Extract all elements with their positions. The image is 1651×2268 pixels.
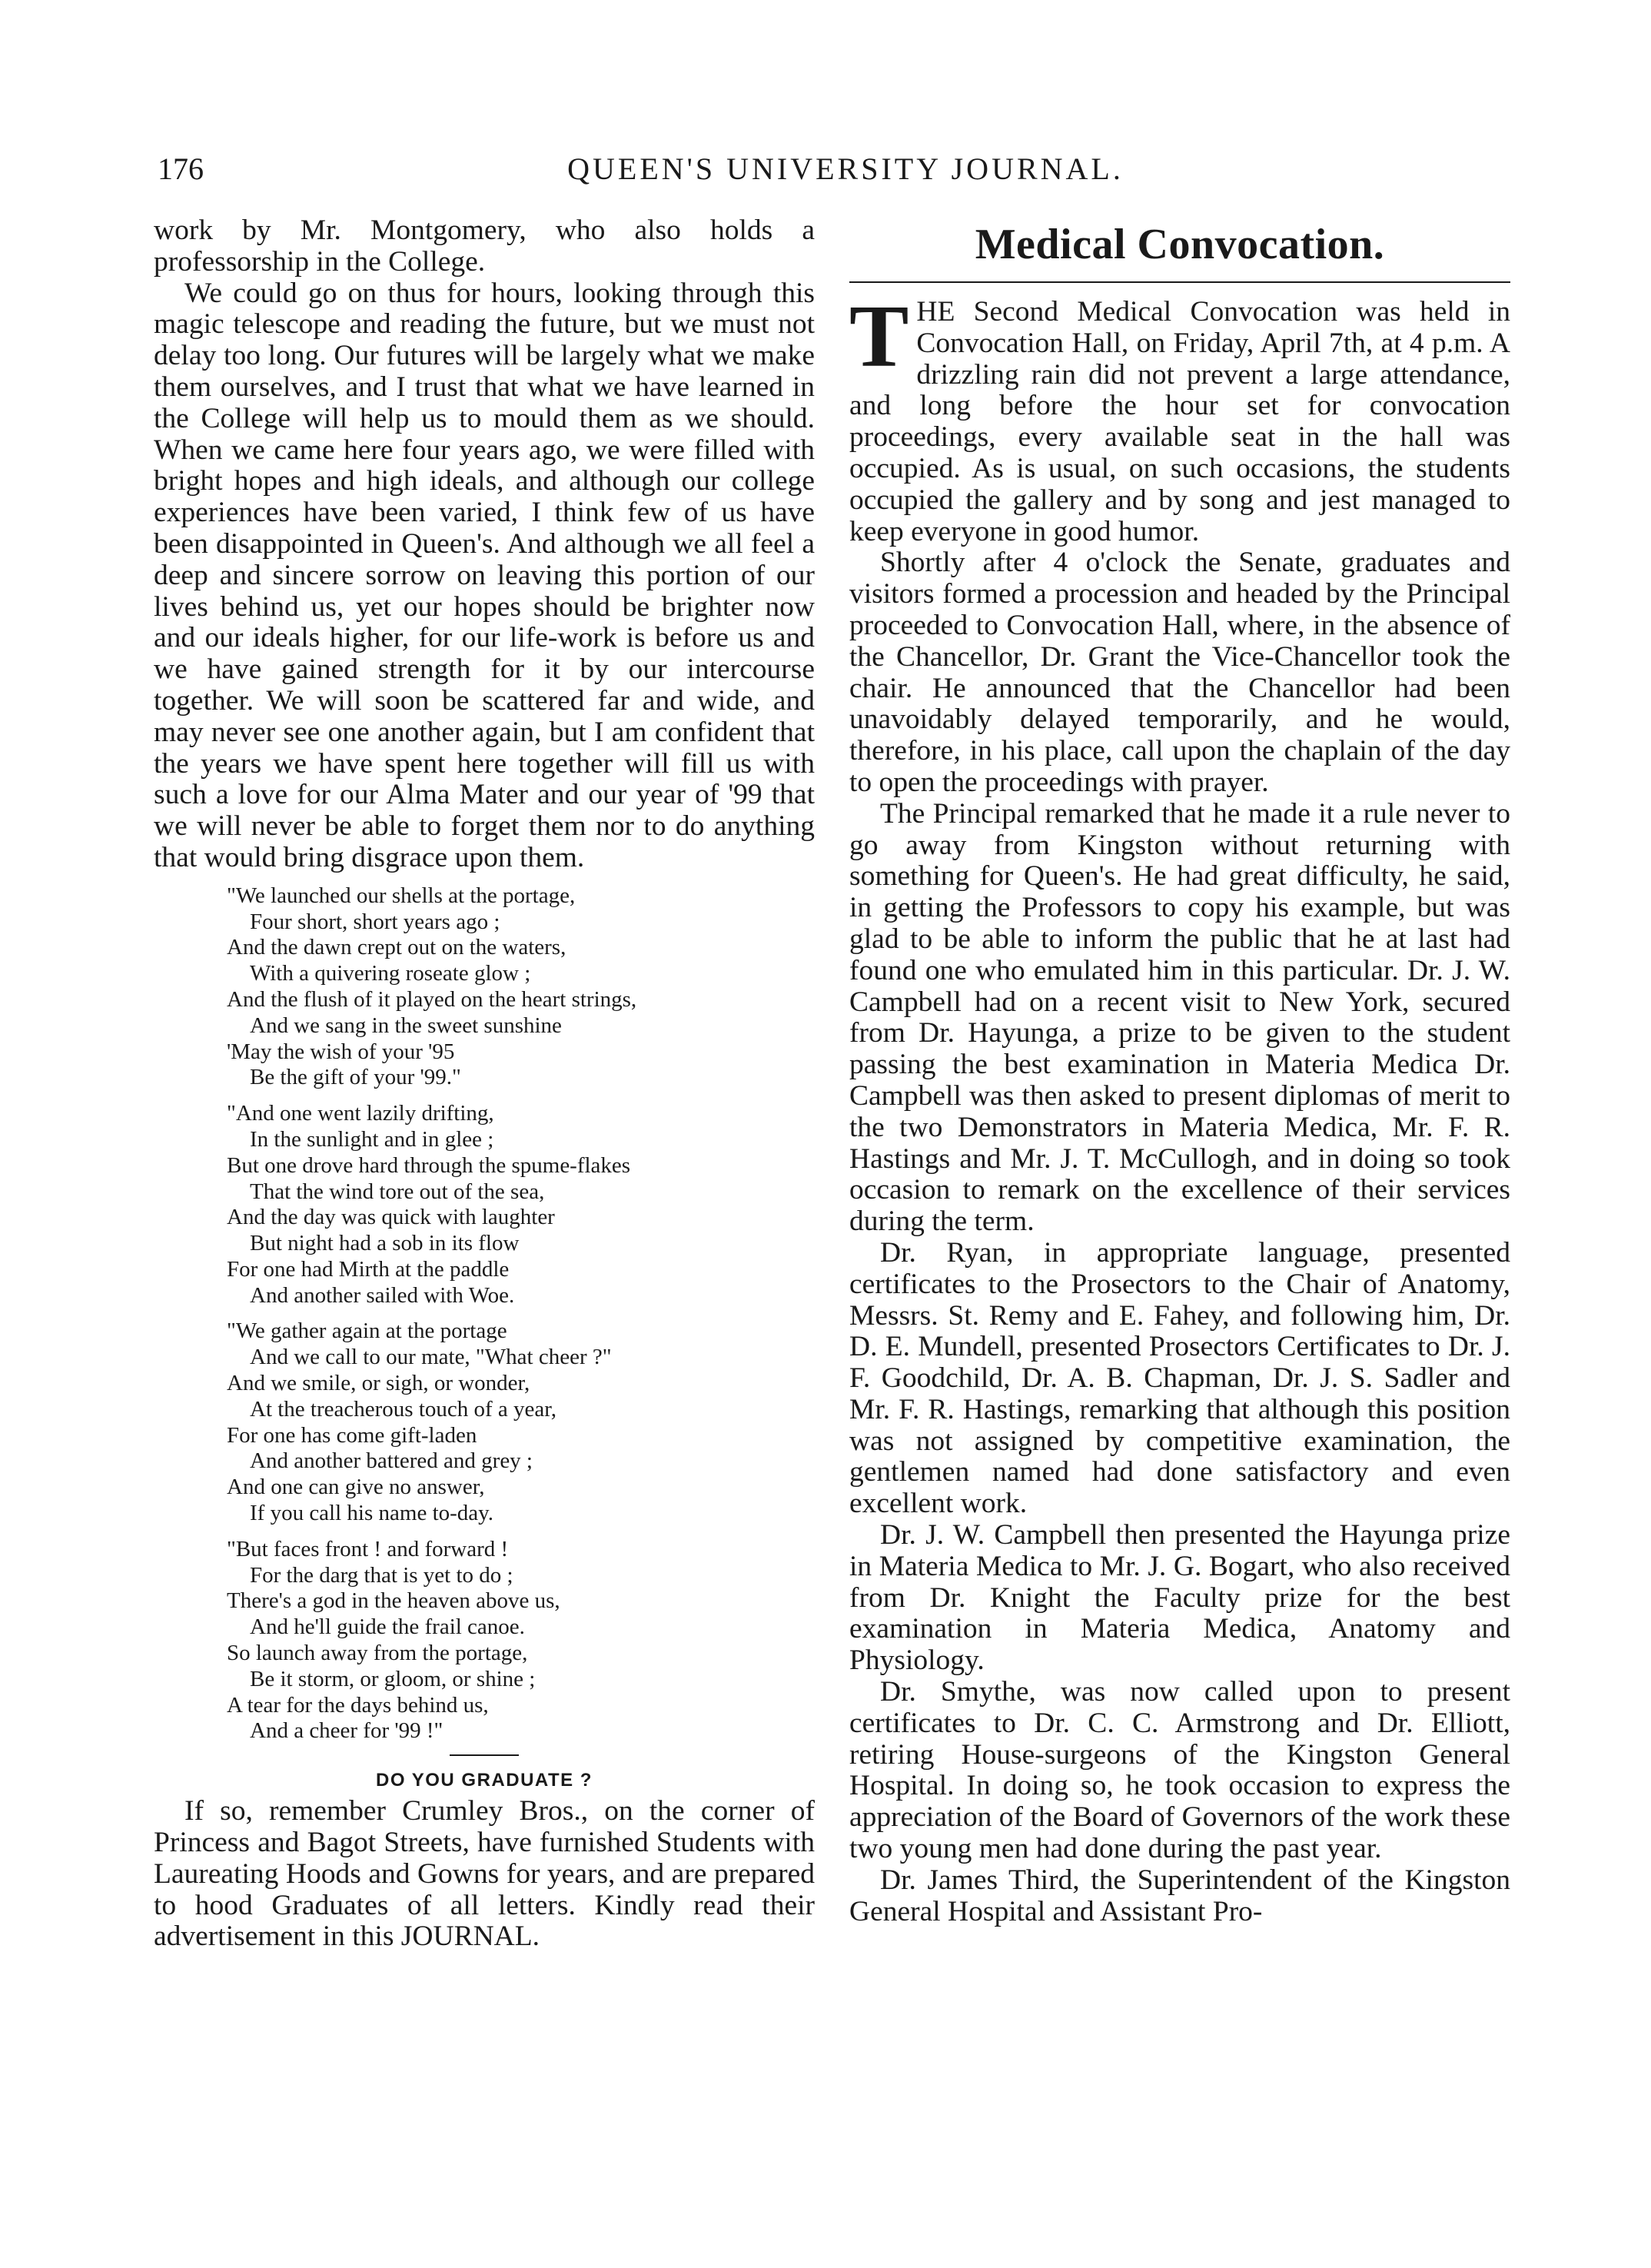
- paragraph: Shortly after 4 o'clock the Senate, graduates and visitors formed a procession and headed by the Principal proceeded to Convocation Hall, where, in the absence of the Chancellor, Dr. Grant the Vice-Chancellor took the chair. He announced that the Chancellor had been unavoidably delayed temporarily, and he would, therefore, in his place, call upon the chaplain of the day to open the proceedings with prayer.: [849, 547, 1510, 798]
- paragraph: We could go on thus for hours, looking through this magic telescope and reading the future, but we must not delay too long. Our futures will be largely what we make them ourselves, and I trust that what we have learned in the College will help us to mould them as we should. When we came here four years ago, we were filled with bright hopes and high ideals, and although our college experiences have been varied, I think few of us have been disappointed in Queen's. And although we all feel a deep and sincere sorrow on leaving this portion of our lives behind us, yet our hopes should be brighter now and our ideals higher, for our life-work is before us and we have gained strength for it by our intercourse together. We will soon be scattered far and wide, and may never see one another again, but I am confident that the years we have spent here together will fill us with such a love for our Alma Mater and our year of '99 that we will never be able to forget them nor to do anything that would bring disgrace upon them.: [154, 277, 815, 873]
- left-column: [154, 215, 815, 1953]
- poem-line: "We launched our shells at the portage,: [227, 883, 576, 908]
- poem-line: If you call his name to-day.: [250, 1501, 494, 1526]
- poem-stanza: [227, 1537, 815, 1744]
- poem-line: And a cheer for '99 !": [250, 1718, 443, 1744]
- paragraph: Dr. James Third, the Superintendent of the Kingston General Hospital and Assistant Pro-: [849, 1864, 1510, 1927]
- poem-line: And we call to our mate, "What cheer ?": [250, 1345, 612, 1370]
- poem-line: And he'll guide the frail canoe.: [250, 1615, 525, 1640]
- poem-line: Be the gift of your '99.": [250, 1065, 461, 1090]
- poem-stanza: [227, 1319, 815, 1526]
- poem-line: "And one went lazily drifting,: [227, 1101, 494, 1126]
- poem-line: "We gather again at the portage: [227, 1319, 507, 1344]
- paragraph: Dr. Smythe, was now called upon to present certificates to Dr. C. C. Armstrong and Dr. Elliott, retiring House-surgeons of the Kingston General Hospital. In doing so, he took occasion to express the appreciation of the Board of Governors of the work these two young men had done during the past year.: [849, 1676, 1510, 1865]
- poem-line: And we sang in the sweet sunshine: [250, 1013, 562, 1038]
- poem-line: So launch away from the portage,: [227, 1641, 528, 1666]
- poem-line: Be it storm, or gloom, or shine ;: [250, 1666, 536, 1691]
- notice-heading: DO YOU GRADUATE ?: [376, 1770, 593, 1791]
- page-number: 176: [158, 151, 204, 186]
- poem-line: And the dawn crept out on the waters,: [227, 935, 566, 960]
- page-header: [158, 151, 1533, 197]
- poem-line: "But faces front ! and forward !: [227, 1536, 509, 1561]
- poem-line: And the day was quick with laughter: [227, 1205, 555, 1230]
- paragraph: Dr. J. W. Campbell then presented the Hayunga prize in Materia Medica to Mr. J. G. Bogart, who also received from Dr. Knight the Faculty prize for the best examination in Materia Medica, Anatomy and Physiology.: [849, 1519, 1510, 1677]
- right-column: [849, 215, 1510, 1927]
- poem-line: At the treacherous touch of a year,: [250, 1396, 557, 1422]
- drop-cap: T: [849, 288, 909, 386]
- paragraph: work by Mr. Montgomery, who also holds a professorship in the College.: [154, 214, 815, 278]
- divider: [450, 1754, 519, 1756]
- poem-line: But night had a sob in its flow: [250, 1231, 520, 1256]
- paragraph: Dr. Ryan, in appropriate language, presented certificates to the Prosectors to the Chair of Anatomy, Messrs. St. Remy and E. Fahey, and following him, Dr. D. E. Mundell, presented Prosectors Certificates to Dr. J. F. Goodchild, Dr. A. B. Chapman, Dr. J. S. Sadler and Mr. F. R. Hastings, remarking that although this position was not assigned by competitive examination, the gentlemen named had done satisfactory and even excellent work.: [849, 1236, 1510, 1520]
- poem-line: And one can give no answer,: [227, 1475, 485, 1500]
- poem-line: And another battered and grey ;: [250, 1448, 533, 1474]
- journal-title: QUEEN'S UNIVERSITY JOURNAL.: [567, 151, 1124, 186]
- poem-line: And the flush of it played on the heart strings,: [227, 986, 637, 1012]
- poem-line: And another sailed with Woe.: [250, 1282, 515, 1308]
- poem-line: 'May the wish of your '95: [227, 1039, 455, 1064]
- paragraph: The Principal remarked that he made it a rule never to go away from Kingston without returning with something for Queen's. He had great difficulty, he said, in getting the Professors to copy his example, but was glad to be able to inform the public that he at last had found one who emulated him in this particular. Dr. J. W. Campbell had on a recent visit to New York, secured from Dr. Hayunga, a prize to be given to the student passing the best examination in Materia Medica Dr. Campbell was then asked to present diplomas of merit to the two Demonstrators in Materia Medica, Mr. F. R. Hastings and Mr. J. T. McCullogh, and in doing so took occasion to remark on the excellence of their services during the term.: [849, 797, 1510, 1238]
- poem: [154, 883, 815, 1745]
- poem-line: In the sunlight and in glee ;: [250, 1126, 494, 1152]
- poem-line: For the darg that is yet to do ;: [250, 1562, 513, 1588]
- poem-line: That the wind tore out of the sea,: [250, 1179, 545, 1204]
- notice-text: If so, remember Crumley Bros., on the corner of Princess and Bagot Streets, have furnished Students with Laureating Hoods and Gowns for years, and are prepared to hood Graduates of all letters. Kindly read their advertisement in this JOURNAL.: [154, 1795, 815, 1953]
- poem-line: For one had Mirth at the paddle: [227, 1256, 510, 1282]
- poem-line: A tear for the days behind us,: [227, 1692, 489, 1718]
- poem-stanza: [227, 883, 815, 1091]
- section-title: Medical Convocation.: [975, 221, 1385, 268]
- title-divider: [849, 281, 1510, 283]
- poem-line: There's a god in the heaven above us,: [227, 1588, 560, 1614]
- poem-line: But one drove hard through the spume-flakes: [227, 1152, 631, 1178]
- poem-line: With a quivering roseate glow ;: [250, 961, 531, 986]
- poem-stanza: [227, 1101, 815, 1309]
- poem-line: And we smile, or sigh, or wonder,: [227, 1371, 530, 1396]
- poem-line: Four short, short years ago ;: [250, 909, 500, 934]
- first-paragraph-text: HE Second Medical Convocation was held in Convocation Hall, on Friday, April 7th, at 4 p.m. A drizzling rain did not prevent a large attendance, and long before the hour set for convocation proceedings, every available seat in the hall was occupied. As is usual, on such occasions, the students occupied the gallery and by song and jest managed to keep everyone in good humor.: [849, 296, 1510, 547]
- first-paragraph: [849, 288, 1510, 547]
- poem-line: For one has come gift-laden: [227, 1422, 477, 1448]
